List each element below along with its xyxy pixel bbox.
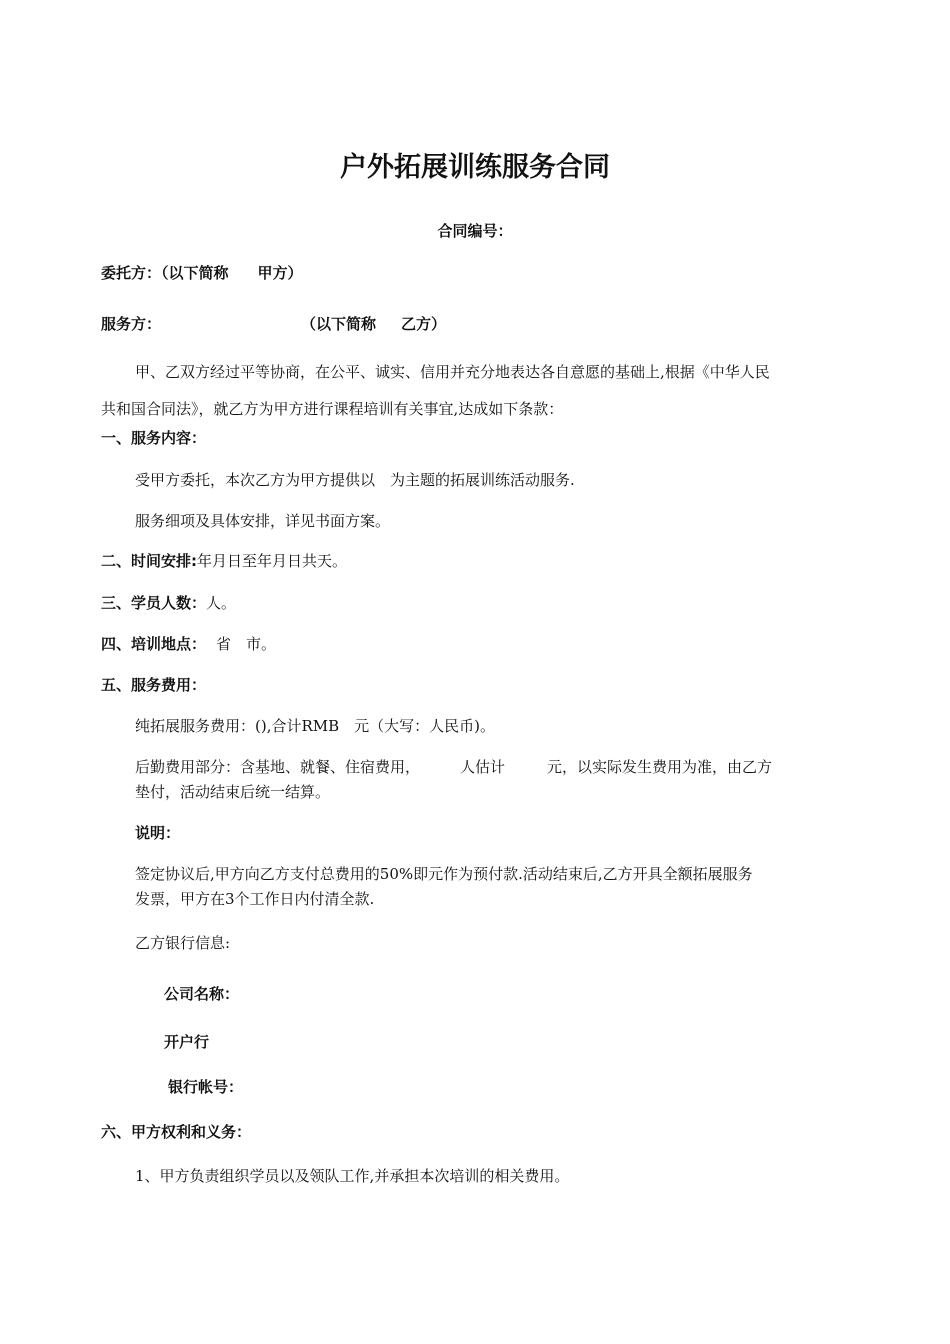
preamble-line-2: 共和国合同法》，就乙方为甲方进行课程培训有关事宜,达成如下条款：: [101, 400, 564, 418]
section-2-text: 年月日至年月日共天。: [197, 552, 348, 570]
account-label: 银行帐号：: [168, 1078, 244, 1096]
section-2-heading: 二、时间安排:: [101, 552, 197, 570]
section-2-line: [101, 551, 347, 571]
service-fee-part-b: 元（大写：人民币)。: [354, 717, 496, 735]
section-3-heading: 三、学员人数：: [101, 594, 207, 612]
section-4-heading: 四、培训地点：: [101, 635, 207, 653]
section-5-heading: 五、服务费用：: [101, 676, 207, 694]
contract-number-label: 合同编号：: [437, 222, 513, 240]
company-name-label: 公司名称：: [164, 985, 240, 1003]
section-6-heading: 六、甲方权利和义务：: [101, 1123, 252, 1141]
service-details-line: 服务细项及具体安排，详见书面方案。: [135, 512, 391, 530]
service-content-part-a: 受甲方委托，本次乙方为甲方提供以: [135, 471, 376, 489]
section-4-line: [101, 634, 276, 654]
section-3-line: [101, 593, 236, 613]
preamble-line-1: 甲、乙双方经过平等协商，在公平、诚实、信用并充分地表达各自意愿的基础上,根据《中华人民: [135, 363, 770, 381]
service-fee-part-a: 纯拓展服务费用：(),合计RMB: [135, 717, 340, 735]
logistics-fee-line-1: [135, 757, 772, 777]
service-fee-line: [135, 716, 495, 736]
logistics-fee-line-2: 垫付，活动结束后统一结算。: [135, 783, 331, 801]
note-line-2: 发票，甲方在3个工作日内付清全款.: [135, 890, 375, 908]
provider-line: [101, 314, 446, 334]
section-4-city: 市。: [246, 635, 277, 653]
logistics-fee-part-b: 人估计: [460, 758, 506, 776]
provider-label: 服务方：: [101, 315, 162, 333]
service-content-line: [135, 470, 575, 490]
bank-label: 开户行: [164, 1033, 210, 1051]
client-label: 委托方：: [101, 264, 162, 282]
note-line-1: 签定协议后,甲方向乙方支付总费用的50%即元作为预付款.活动结束后,乙方开具全额拓展服务: [135, 865, 753, 883]
section-4-province: 省: [216, 635, 232, 653]
provider-alias-name: 乙方）: [401, 315, 447, 333]
section-1-heading: 一、服务内容：: [101, 429, 207, 447]
logistics-fee-part-c: 元，以实际发生费用为准，由乙方: [547, 758, 773, 776]
section-6-item-1: 1、甲方负责组织学员以及领队工作,并承担本次培训的相关费用。: [135, 1167, 570, 1185]
bank-info-label: 乙方银行信息:: [135, 934, 231, 952]
client-alias-name: 甲方）: [257, 264, 303, 282]
client-line: [101, 263, 303, 283]
client-alias-prefix: （以下简称: [161, 264, 229, 282]
note-label: 说明：: [135, 824, 181, 842]
provider-alias-prefix: （以下简称: [301, 315, 377, 333]
contract-title: 户外拓展训练服务合同: [340, 152, 610, 183]
section-3-text: 人。: [206, 594, 237, 612]
logistics-fee-part-a: 后勤费用部分：含基地、就餐、住宿费用，: [135, 758, 421, 776]
service-content-part-b: 为主题的拓展训练活动服务.: [390, 471, 575, 489]
